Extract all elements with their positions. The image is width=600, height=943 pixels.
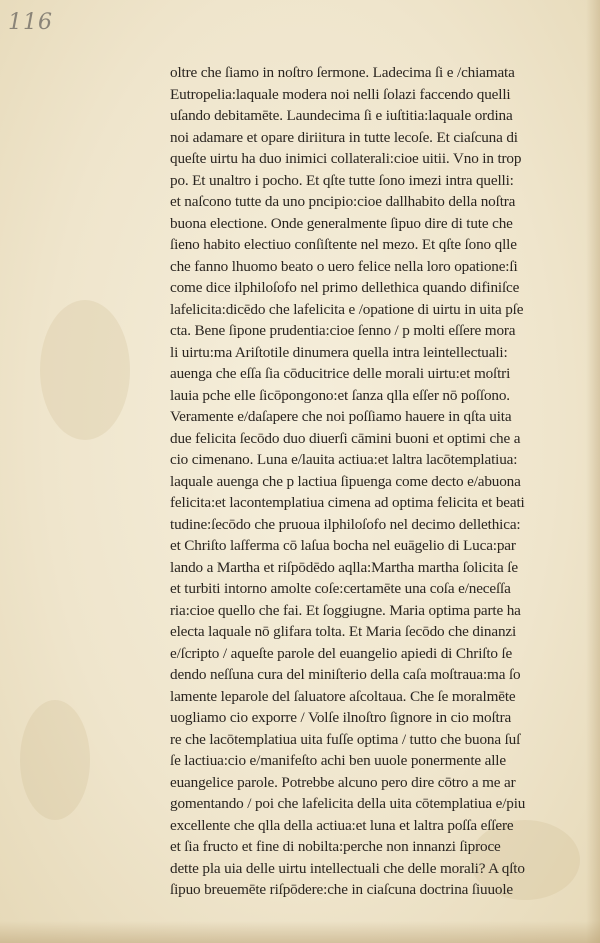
page-edge-bottom <box>0 921 600 943</box>
text-line: oltre che ſiamo in noſtro ſermone. Ladecima ſi e /chiamata <box>170 64 515 81</box>
text-line: dendo neſſuna cura del miniſterio della caſa moſtraua:ma ſo <box>170 666 521 683</box>
text-line: et Chriſto laſferma cō laſua bocha nel euāgelio di Luca:par <box>170 537 516 554</box>
text-line: et ſia fructo et fine di nobilta:perche non innanzi ſiproce <box>170 838 501 855</box>
text-line: et naſcono tutte da uno pncipio:cioe dallhabito della noſtra <box>170 193 516 210</box>
text-line: ſe lactiua:cio e/manifeſto achi ben uuole ponermente alle <box>170 752 506 769</box>
text-line: ria:cioe quello che fai. Et ſoggiugne. Maria optima parte ha <box>170 601 521 619</box>
text-line: lamente leparole del ſaluatore aſcoltaua. Che ſe moralmēte <box>170 687 516 705</box>
text-line: et turbiti intorno amolte coſe:certamēte una coſa e/neceſſa <box>170 580 511 597</box>
text-block <box>170 62 570 901</box>
text-line: cio cimenano. Luna e/lauita actiua:et laltra lacōtemplatiua: <box>170 451 518 468</box>
text-line: cta. Bene ſipone prudentia:cioe ſenno / p molti eſſere mora <box>170 322 516 339</box>
text-line: come dice ilphiloſofo nel primo dellethica quando difiniſce <box>170 279 520 296</box>
text-line: noi adamare et opare diriitura in tutte lecoſe. Et ciaſcuna di <box>170 128 518 146</box>
text-line: electa laquale nō glifara tolta. Et Maria ſecōdo che dinanzi <box>170 623 517 640</box>
text-line: dette pla uia delle uirtu intellectuali che delle morali? A qſto <box>170 859 525 877</box>
text-line: lando a Martha et riſpōdēdo aqlla:Martha martha ſolicita ſe <box>170 558 518 576</box>
text-line: euangelice parole. Potrebbe alcuno pero dire cōtro a me ar <box>170 773 516 791</box>
text-line: excellente che qlla della actiua:et luna et laltra poſſa eſſere <box>170 816 514 834</box>
text-line: tudine:ſecōdo che pruoua ilphiloſofo nel decimo dellethica: <box>170 515 521 533</box>
text-line: po. Et unaltro i pocho. Et qſte tutte ſono imezi intra quelli: <box>170 171 514 189</box>
text-line: uſando debitamēte. Laundecima ſi e iuſtitia:laquale ordina <box>170 107 513 124</box>
page-edge-right <box>586 0 600 943</box>
text-line: gomentando / poi che lafelicita della uita cōtemplatiua e/piu <box>170 795 526 812</box>
text-line: felicita:et lacontemplatiua cimena ad optima felicita et beati <box>170 494 525 511</box>
text-line: re che lacōtemplatiua uita fuſſe optima / tutto che buona ſuſ <box>170 730 521 748</box>
paper-stain <box>40 300 130 440</box>
text-line: li uirtu:ma Ariſtotile dinumera quella intra leintellectuali: <box>170 343 508 361</box>
folio-number: 116 <box>8 10 53 35</box>
text-line: Eutropelia:laquale modera noi nelli ſolazi faccendo quelli <box>170 85 511 103</box>
text-line: che fanno lhuomo beato o uero felice nella loro opatione:ſi <box>170 257 518 275</box>
text-line: lauia pche elle ſicōpongono:et ſanza qlla eſſer nō poſſono. <box>170 386 510 404</box>
text-line: lafelicita:dicēdo che lafelicita e /opatione di uirtu in uita pſe <box>170 300 524 318</box>
text-line: e/ſcripto / aqueſte parole del euangelio apiedi di Chriſto ſe <box>170 644 513 662</box>
text-line: queſte uirtu ha duo inimici collaterali:cioe uitii. Vno in trop <box>170 150 522 167</box>
text-line: Veramente e/daſapere che noi poſſiamo hauere in qſta uita <box>170 408 512 425</box>
text-line: auenga che eſſa ſia cōducitrice delle morali uirtu:et moſtri <box>170 365 511 382</box>
text-line: buona electione. Onde generalmente ſipuo dire di tute che <box>170 214 513 232</box>
text-line: laquale auenga che p lactiua ſipuenga come decto e/abuona <box>170 472 521 490</box>
text-line: uogliamo cio exporre / Volſe ilnoſtro ſignore in cio moſtra <box>170 709 512 726</box>
text-line: ſipuo breuemēte riſpōdere:che in ciaſcuna doctrina ſiuuole <box>170 881 514 898</box>
text-line: due felicita ſecōdo duo diuerſi cāmini buoni et optimi che a <box>170 429 521 447</box>
text-line: ſieno habito electiuo conſiſtente nel mezo. Et qſte ſono qlle <box>170 236 517 253</box>
paper-stain <box>20 700 90 820</box>
